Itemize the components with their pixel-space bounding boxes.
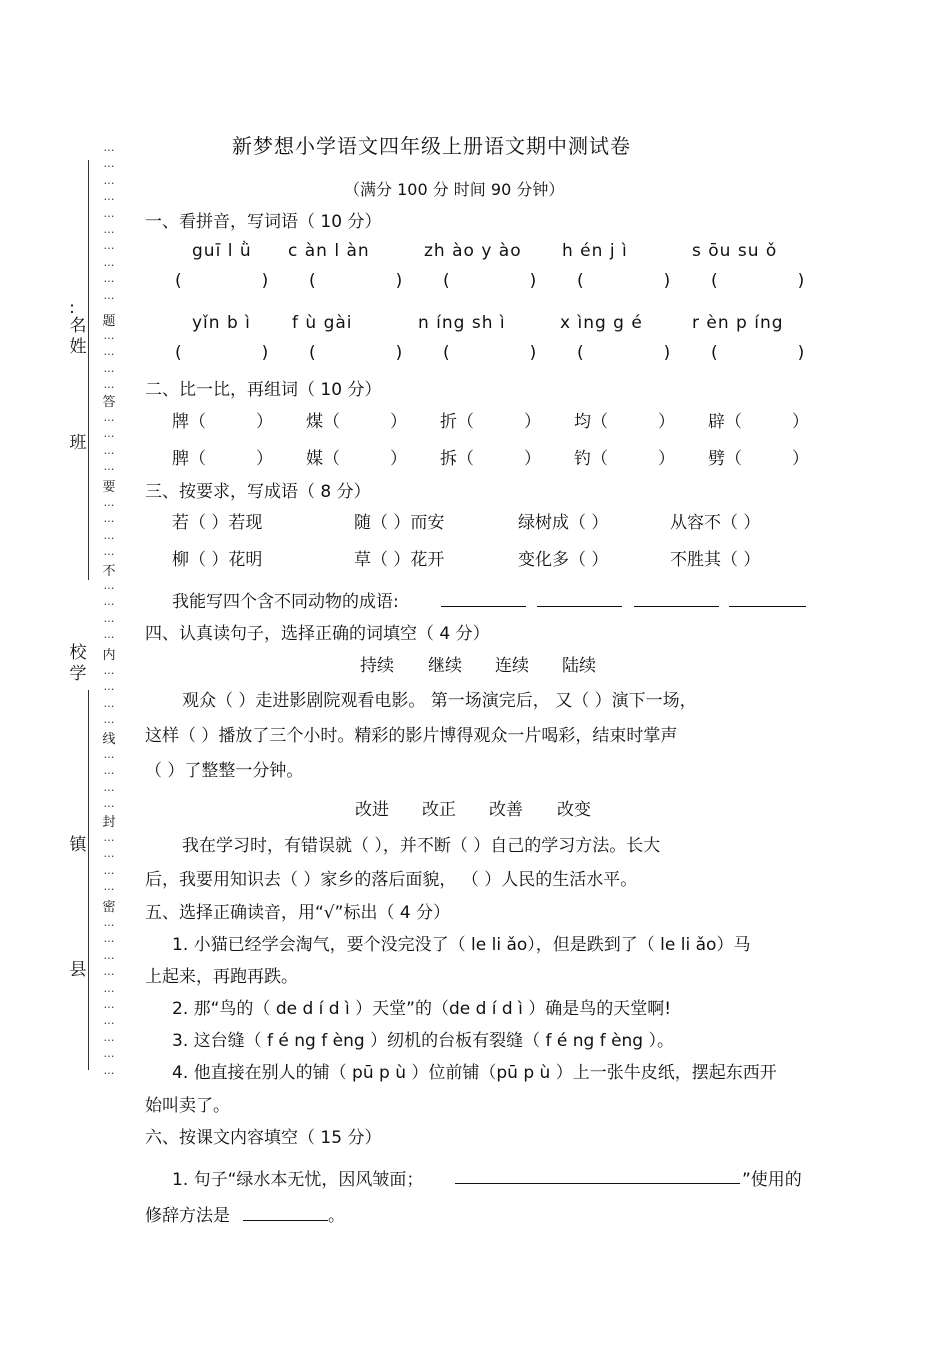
compare-char: 脾 — [172, 449, 189, 469]
seal-char-5: 内 — [102, 648, 116, 663]
pinyin-6: yǐn b ì — [192, 313, 251, 333]
answer-box-1-2[interactable]: ( ) — [309, 271, 403, 291]
idiom-item[interactable]: 绿树成（ ） — [518, 513, 609, 533]
idiom-item[interactable]: 不胜其（ ） — [670, 550, 761, 570]
compare-item[interactable]: 均（ ） — [574, 412, 675, 432]
answer-box-2-4[interactable]: ( ) — [577, 343, 671, 363]
reading-item: 1. 小猫已经学会淘气，要个没完没了（ le li ǎo），但是跌到了（ le li ǎo）马 — [172, 935, 751, 955]
pinyin-7: f ù gài — [292, 313, 353, 333]
reading-item: 始叫卖了。 — [145, 1096, 230, 1116]
idiom-item[interactable]: 柳（ ）花明 — [172, 550, 263, 570]
pinyin-1: guī l ǜ — [192, 241, 252, 261]
compare-item[interactable]: 辟（ ） — [708, 412, 809, 432]
pinyin-5: s ōu su ǒ — [692, 241, 778, 261]
fill-text: 修辞方法是 — [145, 1206, 230, 1226]
name-label-char-1: 名 — [69, 316, 87, 336]
section-4-heading: 四、认真读句子，选择正确的词填空（ 4 分） — [145, 624, 490, 644]
pinyin-4: h én j ì — [562, 241, 628, 261]
fill-sentence: （ ）了整整一分钟。 — [145, 761, 304, 781]
seal-char-3: 要 — [102, 480, 116, 495]
name-label-char-2: 姓 — [69, 337, 87, 357]
fill-text-end: ”使用的 — [742, 1170, 802, 1190]
answer-box-2-1[interactable]: ( ) — [175, 343, 269, 363]
binding-dots: … … … … … … … … … … — [103, 916, 115, 1077]
answer-box-2-3[interactable]: ( ) — [443, 343, 537, 363]
seal-char-8: 密 — [102, 900, 116, 915]
animal-idiom-blank-1[interactable] — [441, 606, 526, 607]
animal-idiom-blank-4[interactable] — [729, 606, 806, 607]
animal-idiom-blank-3[interactable] — [634, 606, 719, 607]
answer-box-2-2[interactable]: ( ) — [309, 343, 403, 363]
compare-char: 折 — [440, 412, 457, 432]
reading-item: 上起来，再跑再跌。 — [145, 967, 298, 987]
fill-sentence: 后，我要用知识去（ ）家乡的落后面貌， （ ）人民的生活水平。 — [145, 870, 638, 890]
compare-item[interactable]: 劈（ ） — [708, 449, 809, 469]
section-5-heading: 五、选择正确读音，用“√”标出（ 4 分） — [145, 903, 451, 923]
seal-char-6: 线 — [102, 732, 116, 747]
section-6-heading: 六、按课文内容填空（ 15 分） — [145, 1128, 382, 1148]
fill-text-end: 。 — [328, 1206, 345, 1226]
fill-sentence: 这样（ ）播放了三个小时。精彩的影片博得观众一片喝彩，结束时掌声 — [145, 726, 678, 746]
answer-blank-short[interactable] — [243, 1220, 328, 1221]
section-2-heading: 二、比一比，再组词（ 10 分） — [145, 380, 382, 400]
compare-char: 媒 — [306, 449, 323, 469]
pinyin-3: zh ào y ào — [424, 241, 522, 261]
class-label: 班 — [69, 433, 87, 453]
binding-dots: … … … … … … … … … … — [103, 141, 115, 302]
answer-box-1-1[interactable]: ( ) — [175, 271, 269, 291]
reading-item: 2. 那“鸟的（ de d í d ì ）天堂”的（de d í d ì ）确是鸟的天堂啊! — [172, 999, 672, 1019]
seal-char-1: 题 — [102, 314, 116, 329]
fill-sentence: 我在学习时，有错误就（ ），并不断（ ）自己的学习方法。长大 — [182, 836, 661, 856]
word-choice: 改进 — [355, 800, 389, 820]
idiom-item[interactable]: 草（ ）花开 — [354, 550, 445, 570]
compare-char: 拆 — [440, 449, 457, 469]
word-choice: 改善 — [489, 800, 523, 820]
idiom-item[interactable]: 从容不（ ） — [670, 513, 761, 533]
compare-char: 钓 — [574, 449, 591, 469]
seal-char-4: 不 — [102, 564, 116, 579]
page-subtitle: （满分 100 分 时间 90 分钟） — [344, 180, 565, 199]
word-choice: 继续 — [428, 656, 462, 676]
pinyin-2: c àn l àn — [288, 241, 370, 261]
page-title: 新梦想小学语文四年级上册语文期中测试卷 — [232, 134, 631, 158]
idiom-item[interactable]: 随（ ）而安 — [354, 513, 445, 533]
answer-box-1-5[interactable]: ( ) — [711, 271, 805, 291]
binding-dots: … … … … — [103, 411, 115, 474]
county-label: 县 — [69, 960, 87, 980]
binding-dots: … … … … — [103, 496, 115, 559]
binding-dots: … … … … — [103, 831, 115, 894]
compare-item[interactable]: 钓（ ） — [574, 449, 675, 469]
compare-item[interactable]: 拆（ ） — [440, 449, 541, 469]
idiom-item[interactable]: 若（ ）若现 — [172, 513, 263, 533]
word-choice: 改变 — [557, 800, 591, 820]
seal-char-2: 答 — [102, 395, 116, 410]
word-choice: 改正 — [422, 800, 456, 820]
name-label-colon: : — [69, 298, 75, 318]
compare-item[interactable]: 煤（ ） — [306, 412, 407, 432]
word-choice: 持续 — [360, 656, 394, 676]
school-label-char-1: 校 — [69, 643, 87, 663]
seal-char-7: 封 — [102, 815, 116, 830]
answer-box-2-5[interactable]: ( ) — [711, 343, 805, 363]
fill-text: 1. 句子“绿水本无忧，因风皱面； — [172, 1170, 424, 1190]
compare-char: 劈 — [708, 449, 725, 469]
binding-line-lower — [88, 690, 89, 1070]
word-choice: 陆续 — [562, 656, 596, 676]
fill-sentence: 观众（ ）走进影剧院观看电影。 第一场演完后， 又（ ）演下一场， — [182, 691, 697, 711]
compare-char: 辟 — [708, 412, 725, 432]
animal-idiom-prompt: 我能写四个含不同动物的成语: — [172, 592, 399, 612]
compare-char: 煤 — [306, 412, 323, 432]
reading-item: 4. 他直接在别人的铺（ pū p ù ）位前铺（pū p ù ）上一张牛皮纸，摆起东西开 — [172, 1063, 777, 1083]
compare-char: 牌 — [172, 412, 189, 432]
section-3-heading: 三、按要求，写成语（ 8 分） — [145, 482, 371, 502]
compare-item[interactable]: 折（ ） — [440, 412, 541, 432]
pinyin-10: r èn p íng — [692, 313, 784, 333]
binding-dots: … … … … — [103, 748, 115, 811]
answer-blank-long[interactable] — [455, 1183, 740, 1184]
pinyin-8: n íng sh ì — [418, 313, 506, 333]
binding-dots: … … … … — [103, 664, 115, 727]
binding-dots: … … … … — [103, 329, 115, 392]
section-1-heading: 一、看拼音，写词语（ 10 分） — [145, 212, 382, 232]
school-label-char-2: 学 — [69, 664, 87, 684]
binding-dots: … … … … — [103, 579, 115, 642]
pinyin-9: x ìng g é — [560, 313, 643, 333]
compare-char: 均 — [574, 412, 591, 432]
word-choice: 连续 — [495, 656, 529, 676]
answer-box-1-3[interactable]: ( ) — [443, 271, 537, 291]
town-label: 镇 — [69, 835, 87, 855]
compare-item[interactable]: 牌（ ） — [172, 412, 273, 432]
binding-line-upper — [88, 160, 89, 580]
idiom-item[interactable]: 变化多（ ） — [518, 550, 609, 570]
animal-idiom-blank-2[interactable] — [537, 606, 622, 607]
compare-item[interactable]: 脾（ ） — [172, 449, 273, 469]
compare-item[interactable]: 媒（ ） — [306, 449, 407, 469]
answer-box-1-4[interactable]: ( ) — [577, 271, 671, 291]
reading-item: 3. 这台缝（ f é ng f èng ）纫机的台板有裂缝（ f é ng f èng ）。 — [172, 1031, 675, 1051]
